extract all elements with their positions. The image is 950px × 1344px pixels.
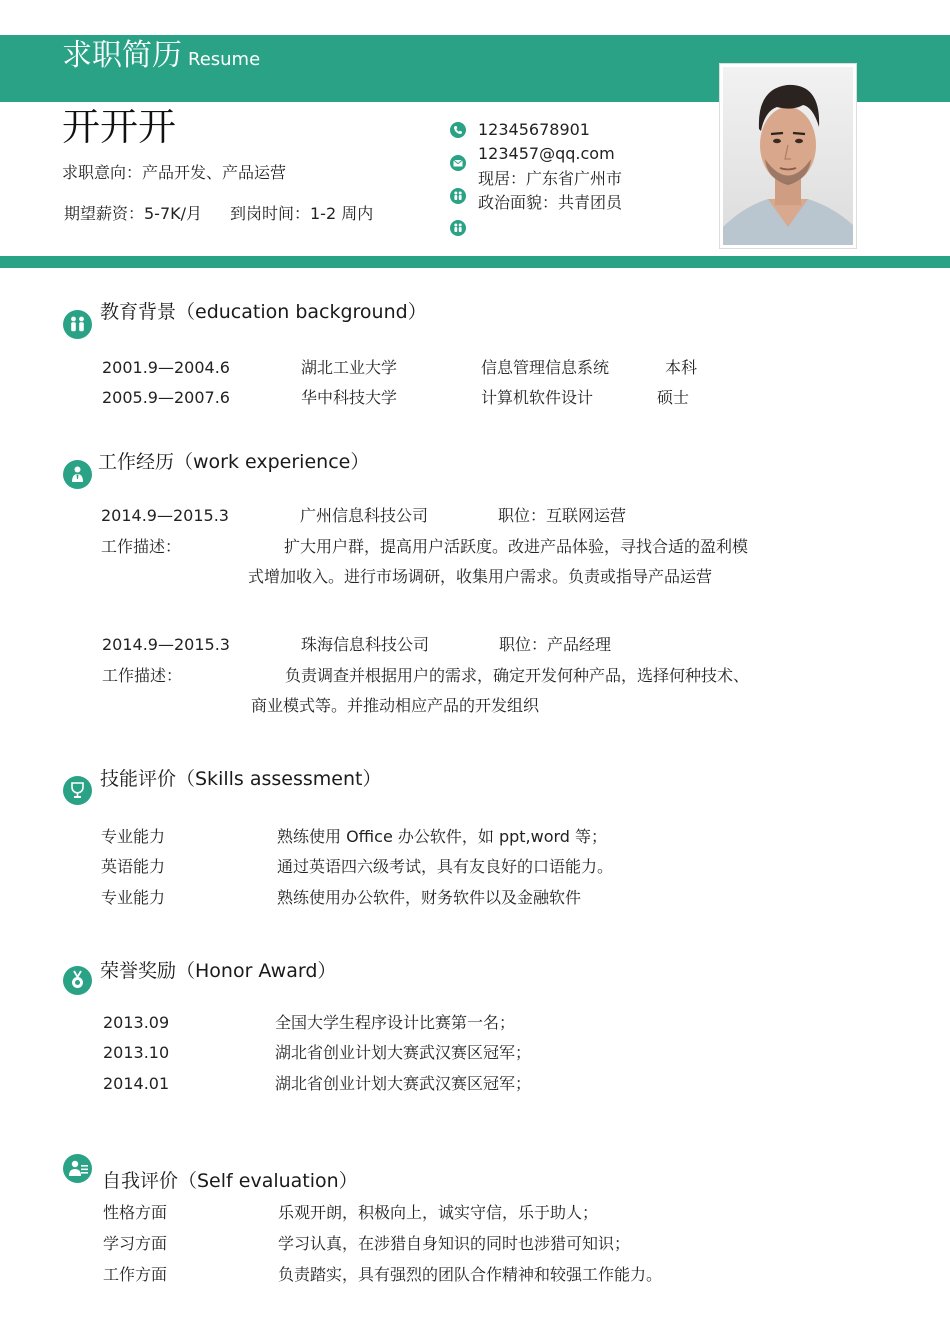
resume-heading-cn: 求职简历 bbox=[62, 38, 182, 73]
edu-school: 华中科技大学 bbox=[301, 388, 398, 407]
self-label: 学习方面 bbox=[103, 1234, 168, 1253]
honor-date: 2013.10 bbox=[103, 1043, 170, 1062]
self-title: 自我评价（Self evaluation） bbox=[102, 1170, 358, 1192]
self-section-icon bbox=[63, 1154, 92, 1183]
edu-school: 湖北工业大学 bbox=[301, 358, 398, 377]
work-title: 工作经历（work experience） bbox=[98, 451, 370, 473]
self-label: 性格方面 bbox=[103, 1203, 168, 1222]
honor-date: 2013.09 bbox=[103, 1013, 170, 1032]
job-company: 广州信息科技公司 bbox=[300, 506, 429, 525]
resume-heading bbox=[62, 38, 260, 78]
job-period: 2014.9—2015.3 bbox=[102, 635, 230, 654]
job-company: 珠海信息科技公司 bbox=[301, 635, 430, 654]
edu-major: 计算机软件设计 bbox=[481, 388, 594, 407]
self-value: 负责踏实，具有强烈的团队合作精神和较强工作能力。 bbox=[278, 1265, 663, 1284]
job-period: 2014.9—2015.3 bbox=[101, 506, 229, 525]
education-section-icon bbox=[63, 310, 92, 339]
skill-label: 英语能力 bbox=[101, 857, 166, 876]
job-desc-line: 扩大用户群，提高用户活跃度。改进产品体验，寻找合适的盈利模 bbox=[284, 537, 749, 556]
self-value: 乐观开朗，积极向上，诚实守信，乐于助人； bbox=[278, 1203, 599, 1222]
edu-major: 信息管理信息系统 bbox=[481, 358, 610, 377]
resume-heading-en: Resume bbox=[188, 49, 261, 70]
contact-political: 政治面貌：共青团员 bbox=[478, 193, 623, 212]
job-desc-line: 负责调查并根据用户的需求，确定开发何种产品，选择何种技术、 bbox=[285, 666, 750, 685]
self-value: 学习认真，在涉猎自身知识的同时也涉猎可知识； bbox=[278, 1234, 631, 1253]
edu-period: 2001.9—2004.6 bbox=[102, 358, 230, 377]
honor-value: 湖北省创业计划大赛武汉赛区冠军； bbox=[275, 1074, 532, 1093]
skill-value: 通过英语四六级考试，具有友良好的口语能力。 bbox=[277, 857, 614, 876]
skill-value: 熟练使用办公软件，财务软件以及金融软件 bbox=[277, 888, 582, 907]
self-label: 工作方面 bbox=[103, 1265, 168, 1284]
skill-label: 专业能力 bbox=[101, 888, 166, 907]
job-desc-line: 商业模式等。并推动相应产品的开发组织 bbox=[251, 696, 540, 715]
honor-value: 湖北省创业计划大赛武汉赛区冠军； bbox=[275, 1043, 532, 1062]
edu-degree: 本科 bbox=[665, 358, 698, 377]
arrival-time: 到岗时间：1-2 周内 bbox=[230, 204, 374, 223]
people-icon bbox=[450, 188, 466, 204]
contact-email: 123457@qq.com bbox=[478, 144, 615, 163]
honor-value: 全国大学生程序设计比赛第一名； bbox=[275, 1013, 516, 1032]
phone-icon bbox=[450, 122, 466, 138]
edu-degree: 硕士 bbox=[657, 388, 690, 407]
contact-address: 现居：广东省广州市 bbox=[478, 169, 623, 188]
job-position: 职位：互联网运营 bbox=[498, 506, 627, 525]
header-bottom-band bbox=[0, 256, 950, 268]
job-position: 职位：产品经理 bbox=[499, 635, 612, 654]
skill-value: 熟练使用 Office 办公软件，如 ppt,word 等； bbox=[277, 827, 608, 846]
honor-date: 2014.01 bbox=[103, 1074, 170, 1093]
contact-phone: 12345678901 bbox=[478, 120, 590, 139]
expected-salary: 期望薪资：5-7K/月 bbox=[64, 204, 203, 223]
job-desc-label: 工作描述： bbox=[101, 537, 182, 556]
edu-period: 2005.9—2007.6 bbox=[102, 388, 230, 407]
job-desc-label: 工作描述： bbox=[102, 666, 183, 685]
job-intent: 求职意向：产品开发、产品运营 bbox=[62, 163, 287, 182]
honors-title: 荣誉奖励（Honor Award） bbox=[100, 960, 337, 982]
honors-section-icon bbox=[63, 966, 92, 995]
skills-section-icon bbox=[63, 776, 92, 805]
people-icon bbox=[450, 220, 466, 236]
email-icon bbox=[450, 155, 466, 171]
skill-label: 专业能力 bbox=[101, 827, 166, 846]
education-title: 教育背景（education background） bbox=[100, 301, 427, 323]
profile-photo bbox=[720, 64, 856, 248]
work-section-icon bbox=[63, 460, 92, 489]
candidate-name: 开开开 bbox=[62, 105, 177, 149]
job-desc-line: 式增加收入。进行市场调研，收集用户需求。负责或指导产品运营 bbox=[248, 567, 713, 586]
skills-title: 技能评价（Skills assessment） bbox=[100, 768, 382, 790]
